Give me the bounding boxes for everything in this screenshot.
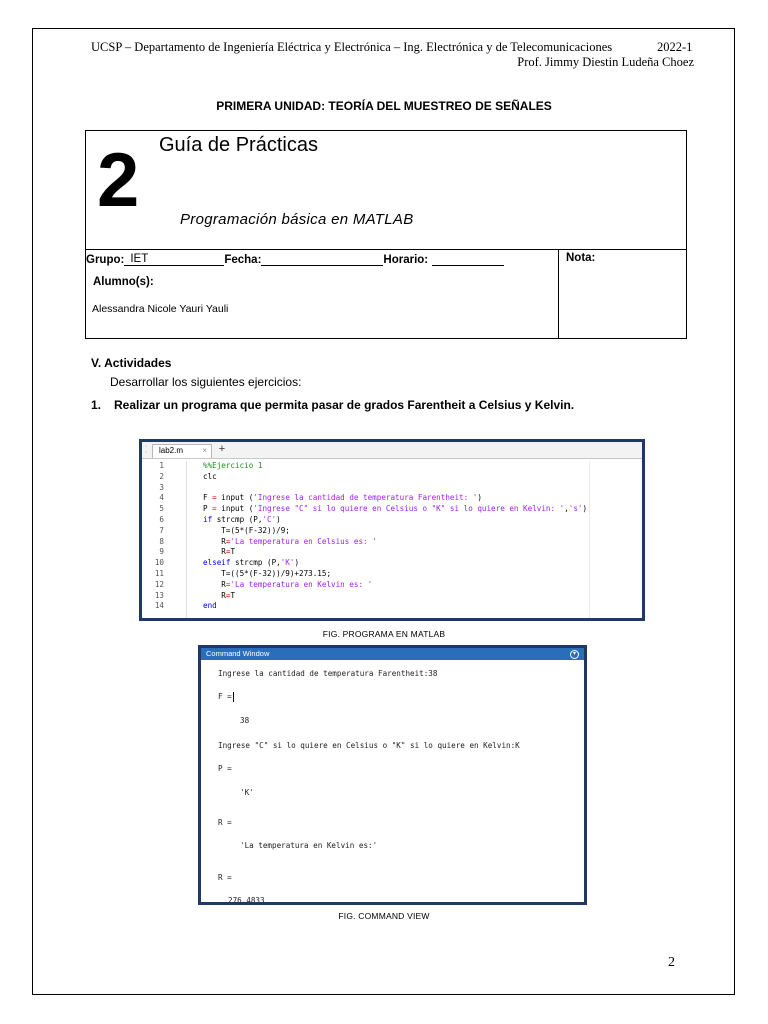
activities-description: Desarrollar los siguientes ejercicios: bbox=[110, 375, 302, 389]
code-text bbox=[203, 580, 372, 591]
code-token: R bbox=[203, 536, 226, 546]
activities-title: V. Actividades bbox=[91, 356, 172, 370]
code-line bbox=[142, 483, 642, 494]
code-line bbox=[142, 493, 642, 504]
code-text bbox=[203, 547, 235, 558]
header-year: 2022-1 bbox=[657, 40, 693, 54]
command-window-titlebar bbox=[201, 648, 584, 660]
code-token: = bbox=[225, 536, 231, 546]
line-number: 8 bbox=[159, 536, 164, 546]
line-number: 9 bbox=[159, 547, 164, 557]
line-number: 3 bbox=[159, 482, 164, 492]
editor-tab-bar bbox=[142, 442, 642, 459]
exercise-number: 1. bbox=[91, 398, 102, 412]
code-token: ) bbox=[276, 514, 281, 524]
code-line bbox=[142, 580, 642, 591]
caption-program: FIG. PROGRAMA EN MATLAB bbox=[322, 629, 446, 639]
matlab-editor-screenshot bbox=[139, 439, 645, 621]
code-token: 'La temperatura en Celsius es: ' bbox=[230, 536, 377, 546]
code-line bbox=[142, 504, 642, 515]
exercise-text: Realizar un programa que permita pasar de grados Farentheit a Celsius y Kelvin. bbox=[114, 398, 575, 412]
code-line bbox=[142, 461, 642, 472]
code-token: 'C' bbox=[262, 514, 277, 524]
cmd-output-line: 38 bbox=[240, 716, 250, 725]
code-token: = bbox=[212, 493, 217, 503]
header-department: UCSP – Departamento de Ingeniería Eléctrica y Electrónica – Ing. Electrónica y de Telecomunicaciones bbox=[91, 40, 613, 54]
code-token: end bbox=[203, 601, 217, 611]
code-token: P bbox=[203, 504, 213, 514]
horario-label: Horario: bbox=[383, 254, 429, 266]
code-text bbox=[203, 504, 587, 515]
code-line bbox=[142, 515, 642, 526]
code-line bbox=[142, 526, 642, 537]
code-token: %%Ejercicio 1 bbox=[203, 461, 263, 470]
code-text bbox=[203, 558, 299, 569]
line-number: 2 bbox=[159, 471, 164, 481]
line-number: 12 bbox=[154, 579, 164, 589]
line-number: 7 bbox=[159, 525, 164, 535]
page-number: 2 bbox=[668, 955, 675, 970]
code-token: 'K' bbox=[280, 558, 295, 568]
line-number: 11 bbox=[154, 568, 164, 578]
caption-command-view: FIG. COMMAND VIEW bbox=[338, 911, 430, 921]
code-token: strcmp (P, bbox=[212, 514, 263, 524]
code-token: strcmp (P, bbox=[230, 558, 281, 568]
student-name: Alessandra Nicole Yauri Yauli bbox=[92, 303, 229, 315]
guide-nota-divider bbox=[558, 249, 559, 338]
code-text bbox=[203, 601, 217, 612]
editor-tab-lab2[interactable] bbox=[152, 444, 212, 458]
code-token: 's' bbox=[568, 504, 583, 514]
cmd-output-line: 276.4833 bbox=[228, 896, 265, 905]
code-token: elseif bbox=[203, 558, 231, 568]
code-line bbox=[142, 537, 642, 548]
editor-tab-label: lab2.m bbox=[159, 446, 184, 455]
fecha-label: Fecha: bbox=[224, 254, 262, 266]
command-window-screenshot bbox=[198, 645, 587, 905]
code-token: R bbox=[203, 579, 226, 589]
editor-code-area[interactable] bbox=[142, 461, 642, 612]
alumnos-label: Alumno(s): bbox=[93, 276, 154, 288]
close-icon[interactable]: × bbox=[202, 446, 207, 455]
cmd-output-line: 'K' bbox=[240, 788, 254, 797]
code-token: F bbox=[203, 493, 213, 503]
code-token: , bbox=[564, 504, 569, 514]
guide-info-row bbox=[86, 253, 504, 266]
line-number: 10 bbox=[154, 558, 164, 568]
code-text bbox=[203, 526, 290, 537]
fecha-field bbox=[261, 253, 383, 266]
code-token: = bbox=[212, 504, 217, 514]
line-number: 6 bbox=[159, 514, 164, 524]
guide-number: 2 bbox=[97, 138, 140, 223]
grupo-field bbox=[124, 253, 224, 266]
grupo-value: IET bbox=[130, 253, 149, 265]
cmd-output-line: Ingrese la cantidad de temperatura Farentheit:38 bbox=[218, 669, 438, 678]
line-number: 13 bbox=[154, 590, 164, 600]
line-number: 14 bbox=[154, 601, 164, 611]
code-token: input ( bbox=[216, 493, 254, 503]
code-text bbox=[203, 472, 217, 483]
code-text bbox=[203, 493, 482, 504]
code-line bbox=[142, 601, 642, 612]
code-line bbox=[142, 547, 642, 558]
horario-field bbox=[432, 253, 504, 266]
unit-title: PRIMERA UNIDAD: TEORÍA DEL MUESTREO DE SEÑALES bbox=[216, 99, 552, 113]
code-token: 'La temperatura en Kelvin es: ' bbox=[230, 579, 373, 589]
grupo-label: Grupo: bbox=[86, 254, 125, 266]
code-token: ) bbox=[477, 493, 482, 503]
code-token: T bbox=[230, 547, 236, 557]
code-token: = bbox=[225, 579, 231, 589]
guide-box bbox=[85, 130, 687, 339]
nota-label: Nota: bbox=[566, 252, 596, 264]
command-window-title: Command Window bbox=[206, 649, 270, 658]
drag-handle-icon: · · bbox=[145, 443, 148, 456]
code-token: if bbox=[203, 514, 213, 524]
cmd-output-text: F = bbox=[218, 692, 232, 701]
header-professor: Prof. Jimmy Diestin Ludeña Choez bbox=[517, 55, 694, 69]
add-tab-icon[interactable]: + bbox=[218, 443, 226, 455]
code-token: T bbox=[230, 590, 236, 600]
code-token: clc bbox=[203, 471, 217, 481]
code-token: ) bbox=[582, 504, 588, 514]
cmd-output-line: R = bbox=[218, 818, 232, 827]
code-line bbox=[142, 591, 642, 602]
code-token: T=((5*(F-32))/9)+273.15; bbox=[203, 568, 332, 578]
code-token: 'Ingrese "C" si lo quiere en Celsius o "K" si lo quiere en Kelvin: ' bbox=[253, 504, 565, 514]
code-token: 'Ingrese la cantidad de temperatura Farentheit: ' bbox=[253, 493, 478, 503]
line-number: 5 bbox=[159, 504, 164, 514]
code-text bbox=[203, 591, 235, 602]
code-line bbox=[142, 472, 642, 483]
cmd-output-line: Ingrese "C" si lo quiere en Celsius o "K" si lo quiere en Kelvin:K bbox=[218, 741, 520, 750]
guide-title: Guía de Prácticas bbox=[159, 134, 318, 156]
code-text bbox=[203, 569, 331, 580]
code-line bbox=[142, 558, 642, 569]
code-token: input ( bbox=[216, 504, 254, 514]
line-number: 1 bbox=[159, 461, 164, 470]
line-number: 4 bbox=[159, 493, 164, 503]
code-text bbox=[203, 461, 262, 472]
code-token: = bbox=[225, 547, 231, 557]
code-line bbox=[142, 569, 642, 580]
cmd-output-line: 'La temperatura en Kelvin es:' bbox=[240, 841, 378, 850]
code-text bbox=[203, 515, 281, 526]
window-options-icon[interactable]: ▾ bbox=[570, 650, 579, 659]
guide-subtitle: Programación básica en MATLAB bbox=[180, 211, 414, 228]
guide-divider bbox=[86, 249, 686, 250]
text-cursor bbox=[233, 692, 234, 702]
code-token: R bbox=[203, 590, 226, 600]
code-text bbox=[203, 537, 377, 548]
code-token: T=(5*(F-32))/9; bbox=[203, 525, 290, 535]
code-token: ) bbox=[294, 558, 300, 568]
cmd-output-line: R = bbox=[218, 873, 232, 882]
code-token: = bbox=[225, 590, 231, 600]
cmd-output-line bbox=[218, 692, 234, 702]
cmd-output-line: P = bbox=[218, 764, 232, 773]
code-token: R bbox=[203, 547, 226, 557]
